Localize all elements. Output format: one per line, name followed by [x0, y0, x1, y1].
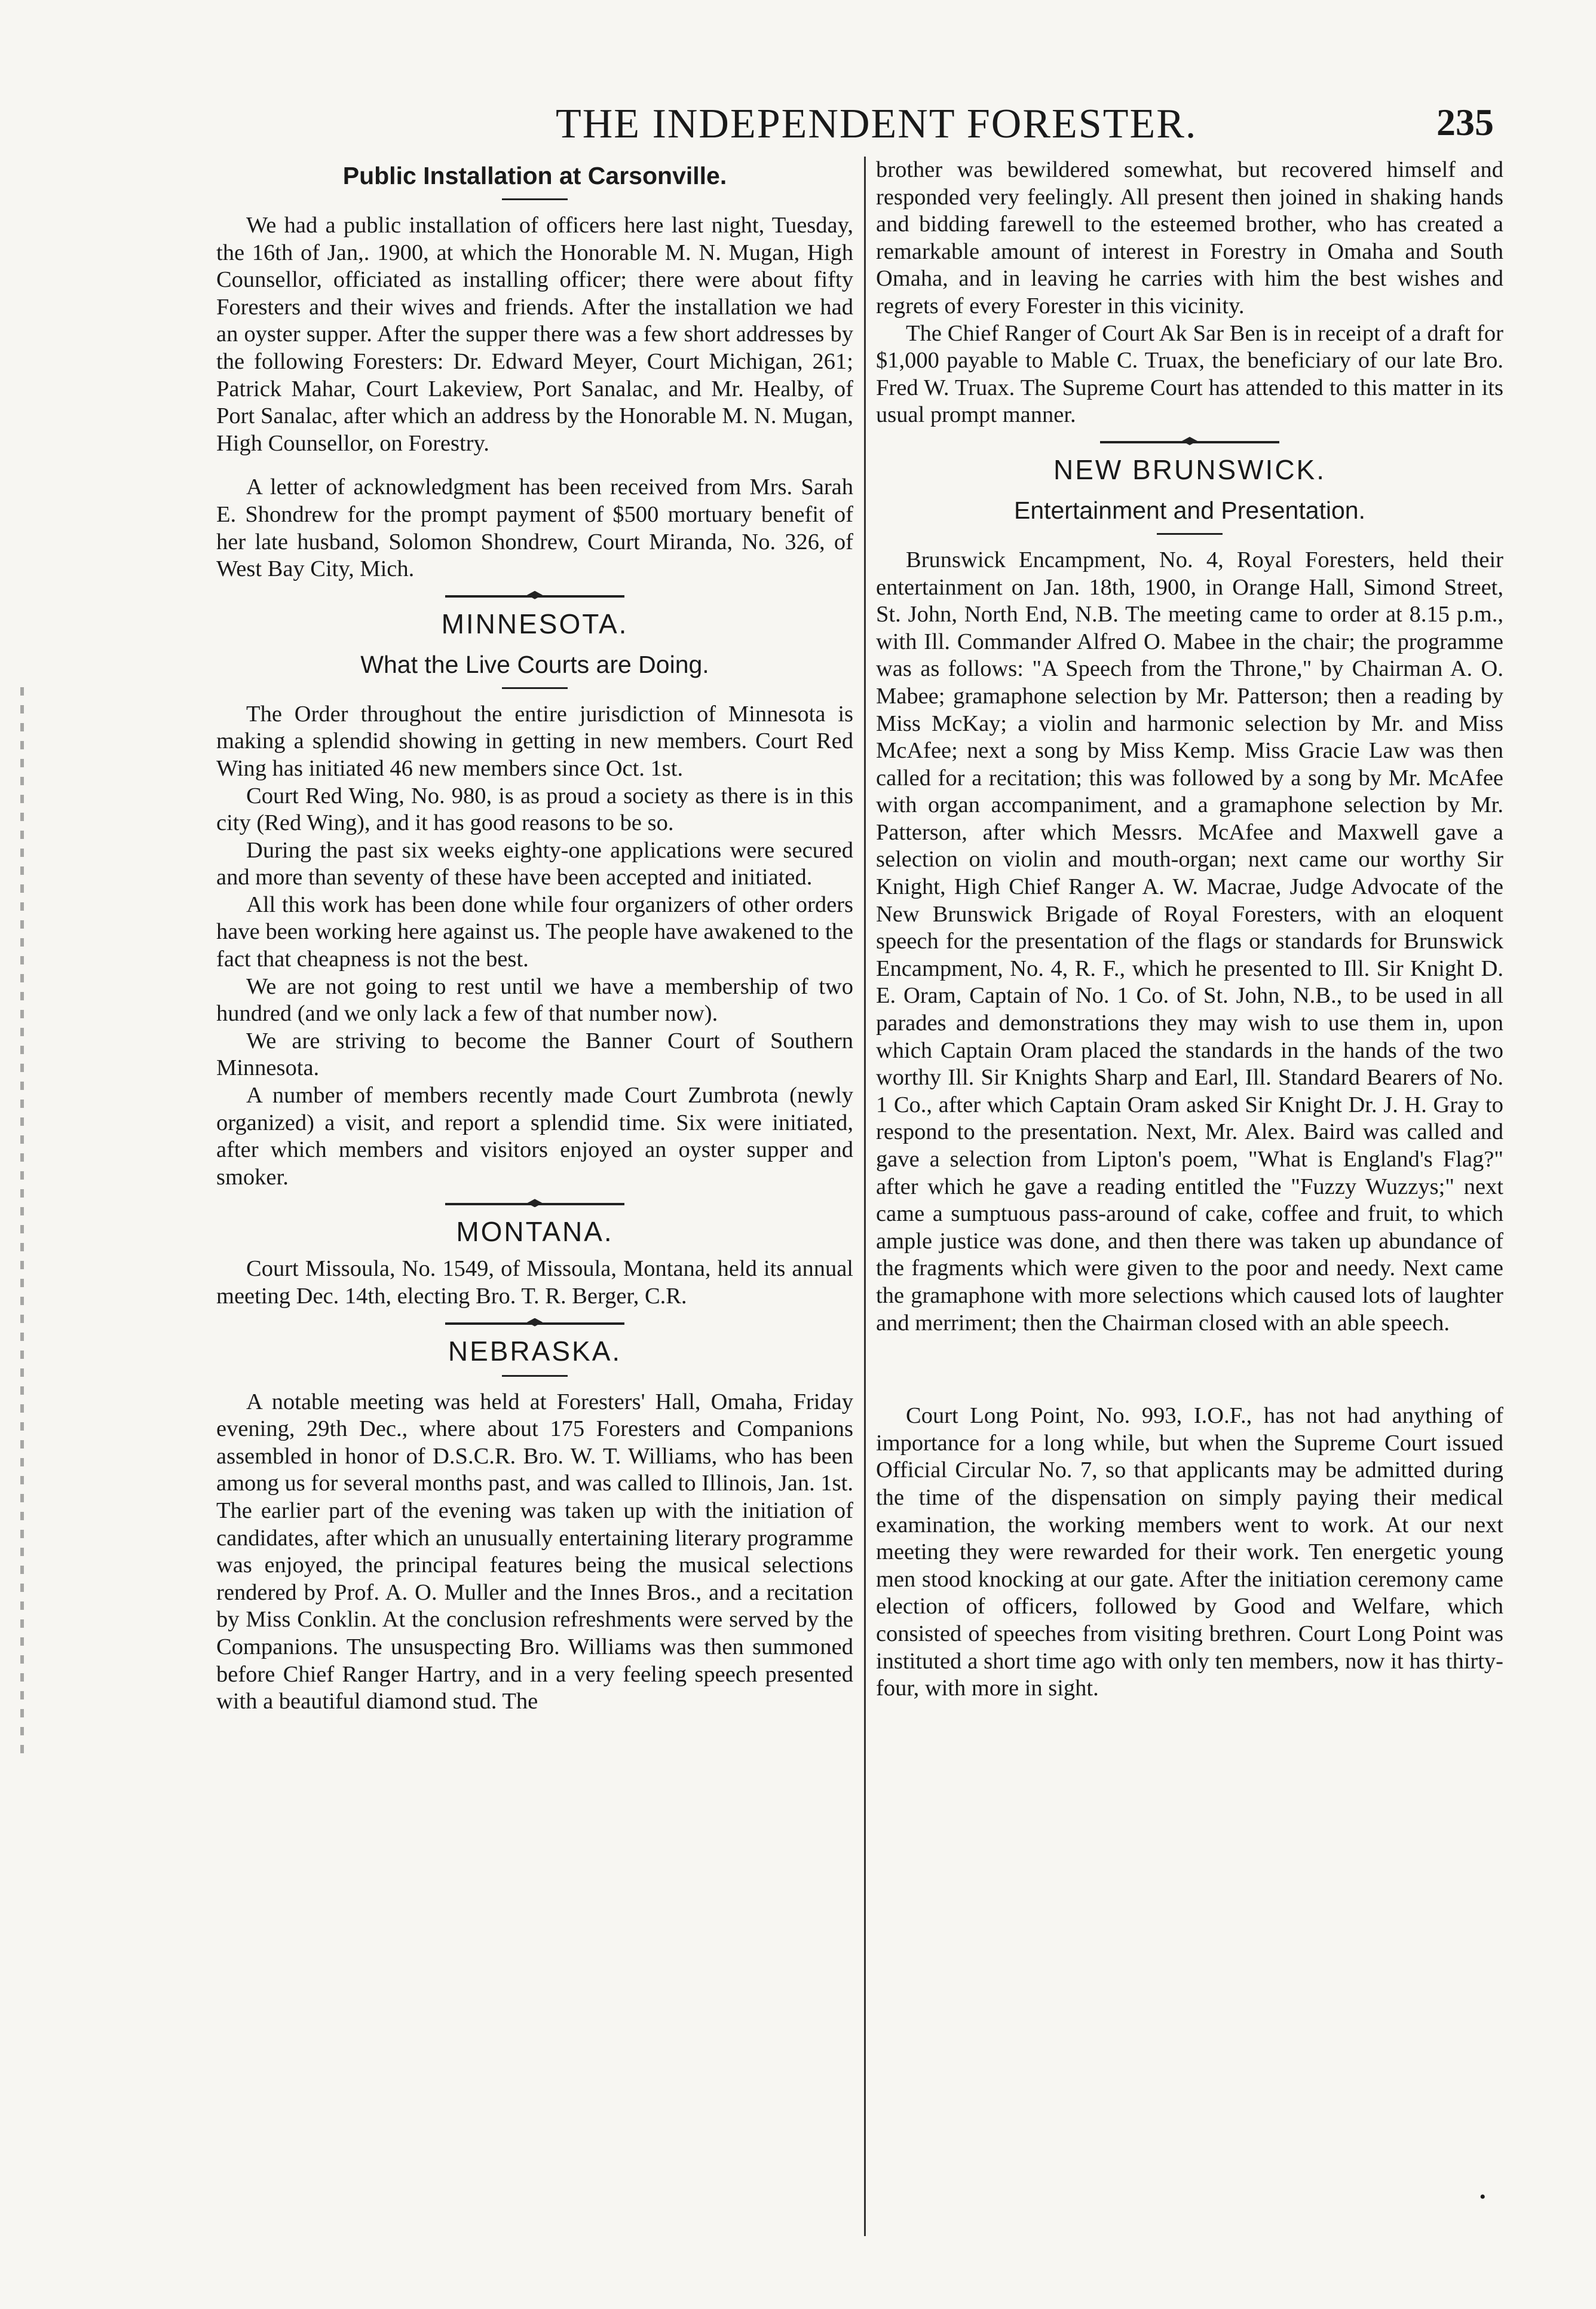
heading-rule: [502, 1375, 568, 1377]
right-column: [876, 157, 1503, 2248]
column-divider: [864, 157, 866, 2236]
heading-rule: [502, 687, 568, 689]
page-number: 235: [1436, 101, 1494, 143]
new-brunswick-subheading: Entertainment and Presentation.: [1013, 496, 1366, 524]
new-brunswick-paragraph-2: Court Long Point, No. 993, I.O.F., has not had anything of importance for a long while, but when the Supreme Court issued Official Circular No. 7, so that applicants may be admitted during the time of the dispensation on simply paying their medical examination, the working members went to work. At our next meeting they were rewarded for their work. Ten energetic young men stood knocking at our gate. After the initiation ceremony came election of officers, followed by Good and Welfare, which consisted of speeches from visiting brethren. Court Long Point was instituted a short time ago with only ten members, now it has thirty-four, with more in sight.: [876, 1403, 1503, 1701]
carsonville-paragraph-2: A letter of acknowledgment has been received from Mrs. Sarah E. Shondrew for the prompt payment of $500 mortuary benefit of her late husband, Solomon Shondrew, Court Miranda, No. 326, of West Bay City, Mich.: [216, 474, 853, 582]
heading-rule: [1157, 533, 1223, 535]
minnesota-heading: MINNESOTA.: [441, 608, 629, 639]
section-ornament-rule: [445, 595, 624, 598]
section-ornament-rule: [445, 1322, 624, 1325]
paragraph-gap: [876, 1337, 1503, 1402]
nebraska-continued-paragraph-2: The Chief Ranger of Court Ak Sar Ben is in receipt of a draft for $1,000 payable to Mable C. Truax, the beneficiary of our late Bro. Fred W. Truax. The Supreme Court has attended to this matter in its usual prompt manner.: [876, 320, 1503, 428]
nebraska-continued-paragraph-1: brother was bewildered somewhat, but recovered himself and responded very feelingly. All present then joined in shaking hands and bidding farewell to the esteemed brother, who has created a remarkable amount of interest in Forestry in Omaha and South Omaha, and in leaving he carries with him the best wishes and regrets of every Forester in this vicinity.: [876, 157, 1503, 319]
heading-rule: [502, 198, 568, 200]
end-of-page-mark: •: [1479, 2187, 1486, 2207]
paragraph-gap: [216, 457, 853, 474]
section-ornament-rule: [1100, 441, 1279, 443]
minnesota-paragraph-6: We are striving to become the Banner Court of Southern Minnesota.: [216, 1028, 853, 1081]
running-head: [215, 100, 1494, 154]
minnesota-paragraph-7: A number of members recently made Court Zumbrota (newly organized) a visit, and report a splendid time. Six were initiated, after which members and visitors enjoyed an oyster supper and smoker.: [216, 1083, 853, 1190]
journal-title: THE INDEPENDENT FORESTER.: [556, 101, 1197, 147]
nebraska-heading: NEBRASKA.: [448, 1335, 622, 1367]
minnesota-paragraph-5: We are not going to rest until we have a membership of two hundred (and we only lack a few of that number now).: [216, 973, 853, 1027]
carsonville-heading: Public Installation at Carsonville.: [342, 162, 727, 189]
minnesota-paragraph-4: All this work has been done while four organizers of other orders have been working here against us. The people have awakened to the fact that cheapness is not the best.: [216, 892, 853, 972]
section-ornament-rule: [445, 1203, 624, 1205]
montana-heading: MONTANA.: [456, 1216, 614, 1248]
montana-paragraph-1: Court Missoula, No. 1549, of Missoula, Montana, held its annual meeting Dec. 14th, electing Bro. T. R. Berger, C.R.: [216, 1256, 853, 1309]
carsonville-paragraph-1: We had a public installation of officers here last night, Tuesday, the 16th of Jan,. 1900, at which the Honorable M. N. Mugan, High Counsellor, officiated as installing officer; there were about fifty Foresters and their wives and friends. After the installation we had an oyster supper. After the supper there was a few short addresses by the following Foresters: Dr. Edward Meyer, Court Michigan, 261; Patrick Mahar, Court Lakeview, Port Sanalac, and Mr. Healby, of Port Sanalac, after which an address by the Honorable M. N. Mugan, High Counsellor, on Forestry.: [216, 213, 853, 456]
new-brunswick-heading: NEW BRUNSWICK.: [1053, 454, 1326, 485]
minnesota-paragraph-2: Court Red Wing, No. 980, is as proud a society as there is in this city (Red Wing), and it has good reasons to be so.: [216, 783, 853, 836]
minnesota-paragraph-3: During the past six weeks eighty-one applications were secured and more than seventy of these have been accepted and initiated.: [216, 837, 853, 890]
nebraska-paragraph-1: A notable meeting was held at Foresters' Hall, Omaha, Friday evening, 29th Dec., where about 175 Foresters and Companions assembled in honor of D.S.C.R. Bro. W. T. Williams, who has been among us for several months past, and was called to Illinois, Jan. 1st. The earlier part of the evening was taken up with the initiation of candidates, after which an unusually entertaining literary programme was enjoyed, the principal features being the musical selections rendered by Prof. A. O. Muller and the Innes Bros., and a recitation by Miss Conklin. At the conclusion refreshments were served by the Companions. The unsuspecting Bro. Williams was then summoned before Chief Ranger Hartry, and in a very feeling speech presented with a beautiful diamond stud. The: [216, 1389, 853, 1714]
minnesota-paragraph-1: The Order throughout the entire jurisdiction of Minnesota is making a splendid showing in getting in new members. Court Red Wing has initiated 46 new members since Oct. 1st.: [216, 701, 853, 781]
left-column: [216, 157, 853, 2248]
minnesota-subheading: What the Live Courts are Doing.: [360, 650, 709, 678]
binding-edge-mark: [20, 687, 24, 1763]
new-brunswick-paragraph-1: Brunswick Encampment, No. 4, Royal Foresters, held their entertainment on Jan. 18th, 1900, in Orange Hall, Simond Street, St. John, North End, N.B. The meeting came to order at 8.15 p.m., with Ill. Commander Alfred O. Mabee in the chair; the programme was as follows: "A Speech from the Throne," by Chairman A. O. Mabee; gramaphone selection by Mr. Patterson; then a reading by Miss McKay; a violin and harmonic selection by Mr. and Miss McAfee; next a song by Miss Kemp. Miss Gracie Law was then called for a recitation; this was followed by a song by Mr. McAfee with organ accompaniment, and a gramaphone selection by Mr. Patterson, after which Messrs. McAfee and Maxwell gave a selection on violin and mouth-organ; next came our worthy Sir Knight, High Chief Ranger A. W. Macrae, Judge Advocate of the New Brunswick Brigade of Royal Foresters, with an eloquent speech for the presentation of the flags or standards for Brunswick Encampment, No. 4, R. F., which he presented to Ill. Sir Knight D. E. Oram, Captain of No. 1 Co. of St. John, N.B., to be used in all parades and demonstrations they may wish to use them in, upon which Captain Oram placed the standards in the hands of the two worthy Ill. Sir Knights Sharp and Earl, Ill. Standard Bearers of No. 1 Co., after which Captain Oram asked Sir Knight Dr. J. H. Gray to respond to the presentation. Next, Mr. Alex. Baird was called and gave a selection from Lipton's poem, "What is England's Flag?" after which he gave a reading entitled the "Fuzzy Wuzzys;" next came a sumptuous pass-around of cake, coffee and fruit, to which ample justice was done, and then there was taken up abundance of the fragments which were given to the poor and needy. Next came the gramaphone with more selections which caused lots of laughter and merriment; then the Chairman closed with an able speech.: [876, 547, 1503, 1336]
